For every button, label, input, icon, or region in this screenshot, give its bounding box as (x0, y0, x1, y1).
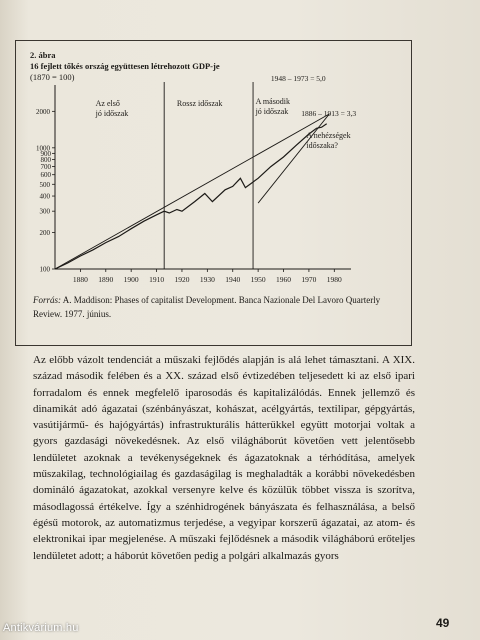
annotation-era2: Rossz időszak (176, 99, 223, 108)
annotation-rate-high: 1948 – 1973 = 5,0 (270, 74, 326, 83)
annotation-era1: jó időszak (95, 109, 129, 118)
x-tick-label: 1880 (72, 275, 88, 284)
annotation-era3: A második (255, 97, 291, 106)
x-tick-label: 1930 (199, 275, 215, 284)
y-tick-label: 600 (40, 171, 51, 180)
y-tick-label: 500 (39, 180, 50, 189)
y-tick-label: 2000 (36, 107, 50, 116)
x-tick-label: 1900 (123, 275, 139, 284)
source-label: Forrás: (33, 295, 62, 305)
annotation-hard-times: A nehézségek (306, 131, 351, 140)
trend-line (55, 114, 329, 269)
figure-base-note: (1870 = 100) (30, 72, 75, 82)
x-tick-label: 1940 (225, 275, 241, 284)
x-tick-label: 1890 (98, 275, 114, 284)
y-tick-label: 200 (39, 229, 50, 238)
figure-title: 16 fejlett tőkés ország együttesen létrehozott GDP-je (30, 61, 220, 71)
y-tick-label: 300 (39, 207, 50, 216)
x-tick-label: 1910 (149, 275, 165, 284)
annotation-era3: jó időszak (255, 107, 289, 116)
figure-number: 2. ábra (30, 50, 56, 60)
annotation-rate-low: 1886 – 1913 = 3,3 (301, 109, 357, 118)
y-tick-label: 800 (40, 156, 51, 165)
source-text: A. Maddison: Phases of capitalist Development. Banca Nazionale Del Lavoro Quarterly Review. 1977. június. (33, 295, 381, 319)
annotation-hard-times: időszaka? (306, 141, 338, 150)
x-tick-label: 1950 (250, 275, 266, 284)
y-tick-label: 1000 (36, 144, 50, 153)
y-tick-label: 700 (40, 163, 51, 172)
annotation-era1: Az első (95, 99, 120, 108)
y-tick-label: 400 (39, 192, 50, 201)
figure-source (33, 293, 403, 321)
x-tick-label: 1970 (301, 275, 317, 284)
body-paragraph: Az előbb vázolt tendenciát a műszaki fejlődés alapján is alá lehet támasztani. A XIX. század második felében és a XX. század első évtizedében teljesedett ki az első ipari forradalom és ennek megfelelő iparosodás és kapitalizálódás. Ennek jellemző és dinamikát adó ágazatai (szénbányászat, kohászat, acélgyártás, textilipar, gépgyártás, vasútijármű- és hajógyártás) infrastrukturális hátterükkel együtt motorjai voltak a gyors gazdasági növekedésnek. Az első világháborút követően vett jelentősebb lendületet azoknak a tevékenységeknek és ágazatoknak a térhódítása, amelyek műszakilag, technológiailag és gazdaságilag is meghaladták a korábbi növekedésben domináló ágazatokat, azokkal versenyre kelve és közülük többet vissza is szorítva, másodlagossá értékelve. Így a szénhidrogének bányászata és felhasználása, a belső égésű motorok, az automatizmus terjedése, a vegyipar korszerű ágazatai, az atom- és elektronikai ipar megjelenése. A műszaki fejlődésnek a második világháború erőteljes lendületet adott; a háborút követően pedig a polgári alkalmazás gyors (33, 354, 415, 562)
x-tick-label: 1980 (326, 275, 342, 284)
x-tick-label: 1960 (276, 275, 292, 284)
y-tick-label: 900 (40, 149, 51, 158)
x-tick-label: 1920 (174, 275, 190, 284)
watermark: Antikvárium.hu (3, 622, 79, 634)
page-number: 49 (436, 616, 450, 630)
y-tick-label: 100 (39, 265, 50, 274)
gdp-series-line (55, 124, 327, 269)
